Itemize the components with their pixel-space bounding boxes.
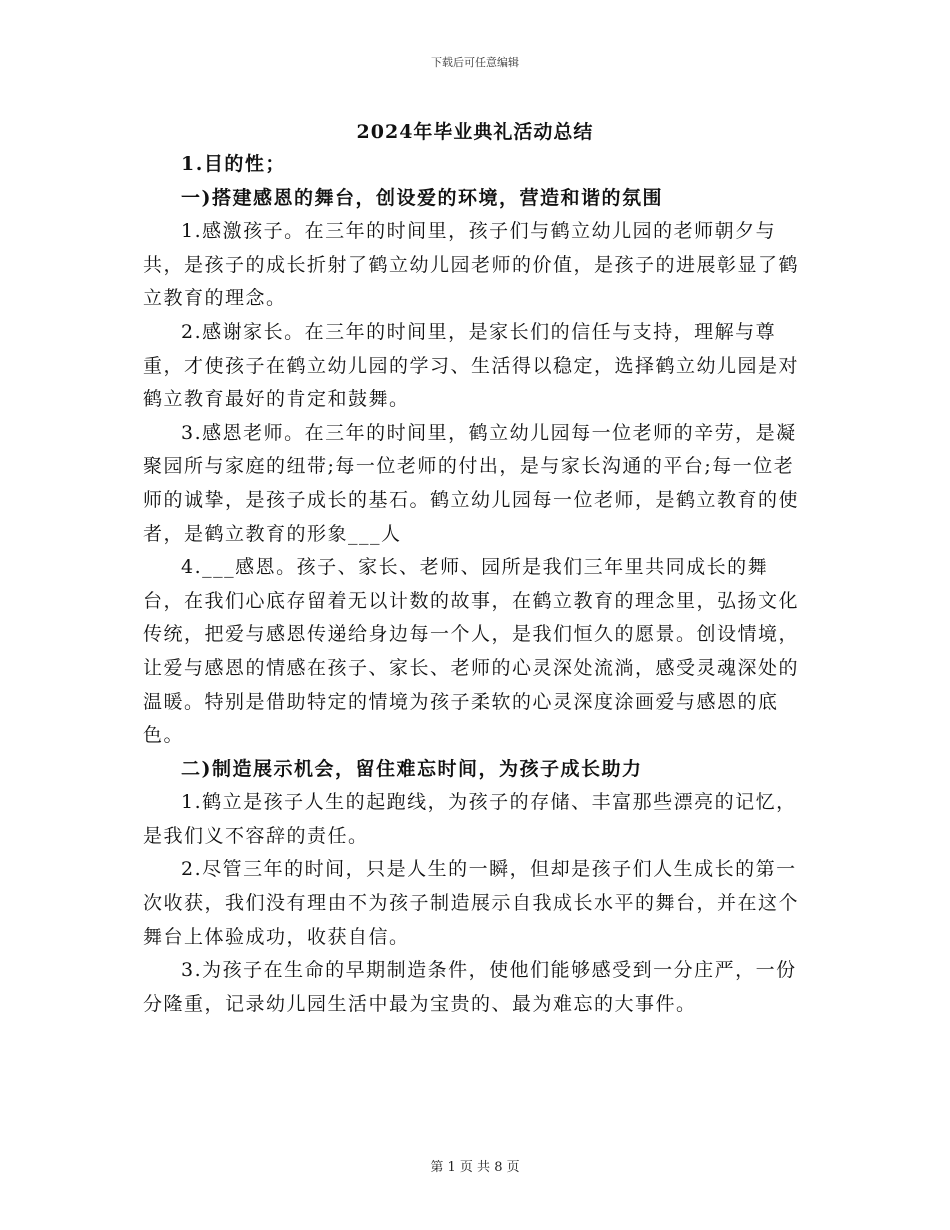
document-body (143, 148, 807, 1021)
paragraph: 3.感恩老师。在三年的时间里，鹤立幼儿园每一位老师的辛劳，是凝聚园所与家庭的纽带;每一位老师的付出，是与家长沟通的平台;每一位老师的诚挚，是孩子成长的基石。鹤立幼儿园每一位老师，是鹤立教育的使者，是鹤立教育的形象___人 (143, 421, 800, 545)
page-footer: 第 1 页 共 8 页 (430, 1160, 520, 1175)
paragraph: 一)搭建感恩的舞台，创设爱的环境，营造和谐的氛围 (181, 186, 663, 209)
paragraph: 1.鹤立是孩子人生的起跑线，为孩子的存储、丰富那些漂亮的记忆，是我们义不容辞的责任。 (143, 791, 797, 847)
paragraph: 2.尽管三年的时间，只是人生的一瞬，但却是孩子们人生成长的第一次收获，我们没有理由不为孩子制造展示自我成长水平的舞台，并在这个舞台上体验成功，收获自信。 (143, 858, 800, 948)
paragraph: 2.感谢家长。在三年的时间里，是家长们的信任与支持，理解与尊重，才使孩子在鹤立幼儿园的学习、生活得以稳定，选择鹤立幼儿园是对鹤立教育最好的肯定和鼓舞。 (143, 320, 800, 411)
paragraph: 1.目的性； (181, 153, 286, 175)
paragraph: 1.感激孩子。在三年的时间里，孩子们与鹤立幼儿园的老师朝夕与共，是孩子的成长折射了鹤立幼儿园老师的价值，是孩子的进展彰显了鹤立教育的理念。 (143, 220, 800, 310)
paragraph: 4.___感恩。孩子、家长、老师、园所是我们三年里共同成长的舞台，在我们心底存留着无以计数的故事，在鹤立教育的理念里，弘扬文化传统，把爱与感恩传递给身边每一个人，是我们恒久的愿景。创设情境，让爱与感恩的情感在孩子、家长、老师的心灵深处流淌，感受灵魂深处的温暖。特别是借助特定的情境为孩子柔软的心灵深度涂画爱与感恩的底色。 (143, 556, 800, 747)
paragraph: 二)制造展示机会，留住难忘时间，为孩子成长助力 (181, 757, 643, 780)
paragraph: 3.为孩子在生命的早期制造条件，使他们能够感受到一分庄严，一份分隆重，记录幼儿园生活中最为宝贵的、最为难忘的大事件。 (143, 959, 797, 1015)
header-note: 下载后可任意编辑 (431, 56, 519, 69)
document-title: 2024年毕业典礼活动总结 (356, 121, 594, 143)
